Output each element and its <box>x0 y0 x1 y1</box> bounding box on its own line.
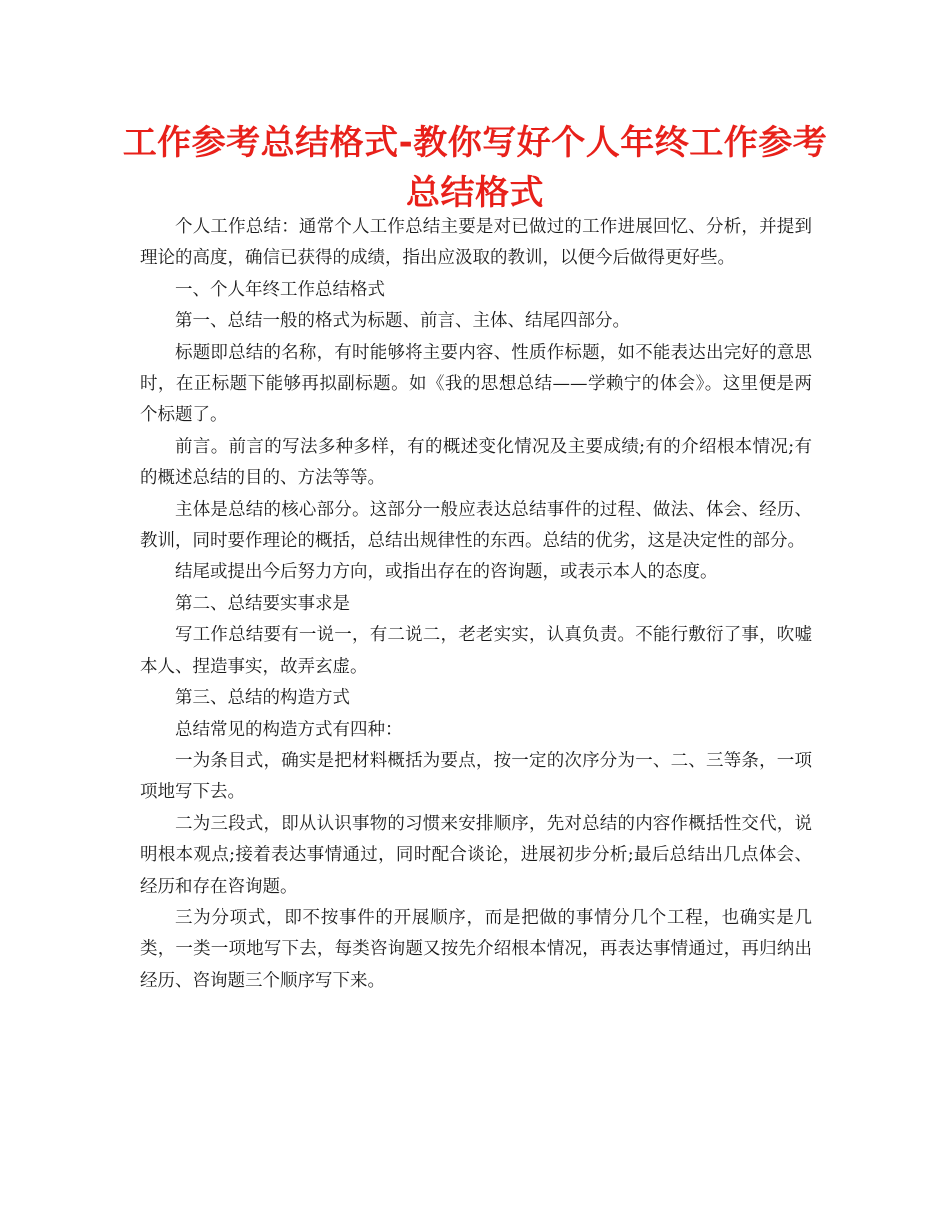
paragraph-title-explanation: 标题即总结的名称，有时能够将主要内容、性质作标题，如不能表达出完好的意思时，在正标题下能够再拟副标题。如《我的思想总结——学赖宁的体会》。这里便是两个标题了。 <box>140 342 812 426</box>
paragraph-category-style: 三为分项式，即不按事件的开展顺序，而是把做的事情分几个工程，也确实是几类，一类一项地写下去，每类咨询题又按先介绍根本情况，再表达事情通过，再归纳出经历、咨询题三个顺序写下来。 <box>140 907 812 991</box>
paragraph-intro: 个人工作总结：通常个人工作总结主要是对已做过的工作进展回忆、分析，并提到理论的高度，确信已获得的成绩，指出应汲取的教训，以便今后做得更好些。 <box>140 217 812 269</box>
document-body <box>140 212 812 997</box>
paragraph-first-point: 第一、总结一般的格式为标题、前言、主体、结尾四部分。 <box>175 311 630 332</box>
section-heading-format: 一、个人年终工作总结格式 <box>175 279 385 300</box>
paragraph-main-body: 主体是总结的核心部分。这部分一般应表达总结事件的过程、做法、体会、经历、教训，同时要作理论的概括，总结出规律性的东西。总结的优劣，这是决定性的部分。 <box>140 499 812 552</box>
paragraph-itemized-style: 一为条目式，确实是把材料概括为要点，按一定的次序分为一、二、三等条，一项项地写下去。 <box>140 750 812 803</box>
paragraph-third-point: 第三、总结的构造方式 <box>175 688 350 709</box>
paragraph-preface: 前言。前言的写法多种多样，有的概述变化情况及主要成绩;有的介绍根本情况;有的概述总结的目的、方法等等。 <box>140 436 812 489</box>
paragraph-structure-intro: 总结常见的构造方式有四种： <box>175 719 403 740</box>
paragraph-truthfulness: 写工作总结要有一说一，有二说二，老老实实，认真负责。不能行敷衍了事，吹嘘本人、捏造事实，故弄玄虚。 <box>140 625 812 677</box>
paragraph-three-part-style: 二为三段式，即从认识事物的习惯来安排顺序，先对总结的内容作概括性交代，说明根本观点;接着表达事情通过，同时配合谈论，进展初步分析;最后总结出几点体会、经历和存在咨询题。 <box>140 813 812 897</box>
document-title: 工作参考总结格式-教你写好个人年终工作参考总结格式 <box>122 123 828 213</box>
paragraph-ending: 结尾或提出今后努力方向，或指出存在的咨询题，或表示本人的态度。 <box>175 562 718 583</box>
paragraph-second-point: 第二、总结要实事求是 <box>175 593 350 614</box>
